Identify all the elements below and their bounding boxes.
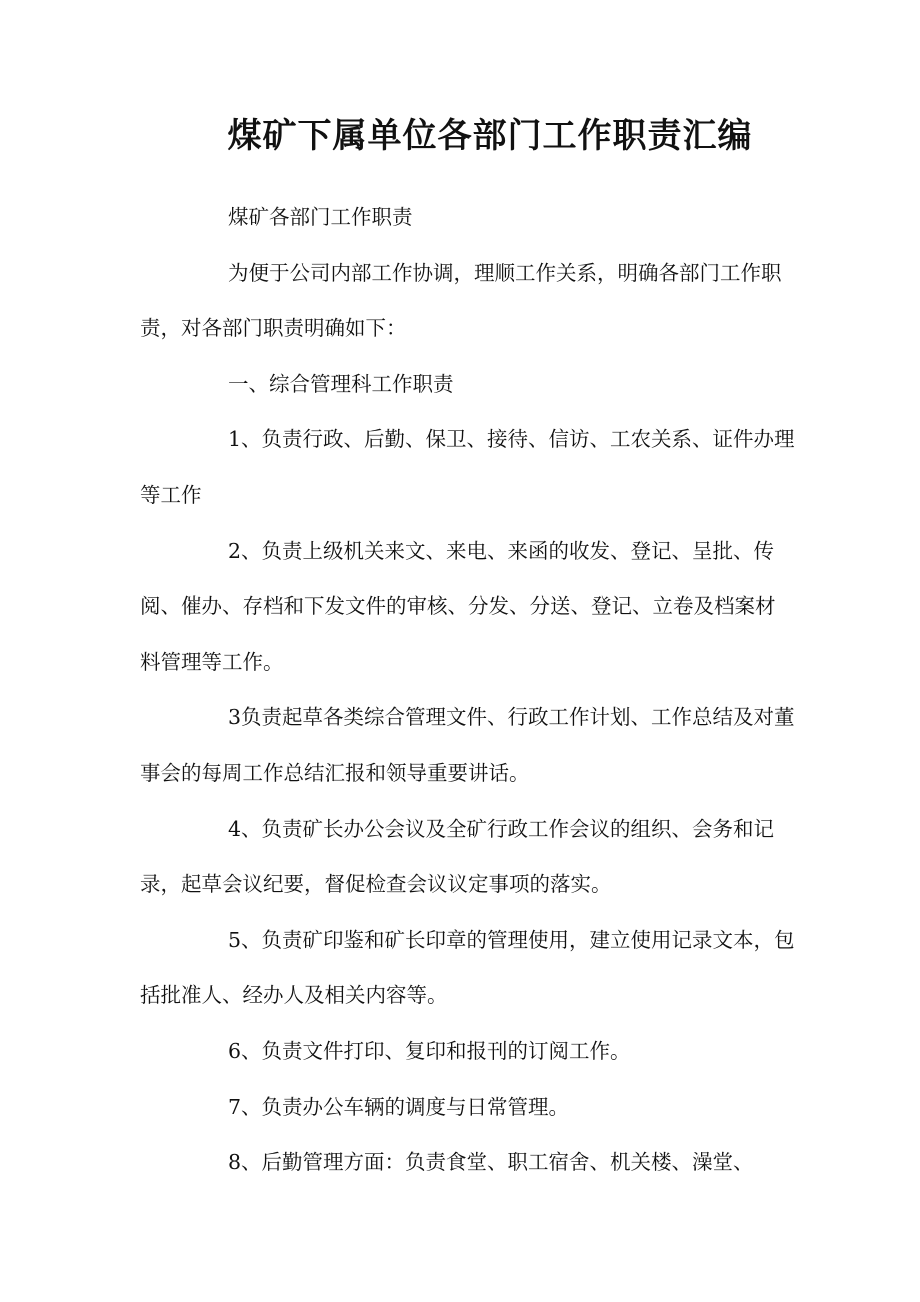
paragraph-item-4: 4、负责矿长办公会议及全矿行政工作会议的组织、会务和记录，起草会议纪要，督促检查会议议定事项的落实。 (140, 816, 775, 897)
paragraph-item-2: 2、负责上级机关来文、来电、来函的收发、登记、呈批、传阅、催办、存档和下发文件的审核、分发、分送、登记、立卷及档案材料管理等工作。 (140, 538, 776, 674)
document-title: 煤矿下属单位各部门工作职责汇编 (227, 116, 753, 156)
document-body (140, 190, 795, 1191)
paragraph-section-heading: 煤矿各部门工作职责 (228, 205, 413, 229)
paragraph-subsection-heading: 一、综合管理科工作职责 (228, 371, 454, 396)
paragraph-item-7: 7、负责办公车辆的调度与日常管理。 (228, 1094, 570, 1119)
paragraph-item-8: 8、后勤管理方面：负责食堂、职工宿舍、机关楼、澡堂、 (228, 1150, 754, 1175)
paragraph-item-3: 3负责起草各类综合管理文件、行政工作计划、工作总结及对董事会的每周工作总结汇报和领导重要讲话。 (140, 705, 795, 785)
paragraph-item-5: 5、负责矿印鉴和矿长印章的管理使用，建立使用记录文本，包括批准人、经办人及相关内容等。 (140, 927, 795, 1008)
paragraph-item-6: 6、负责文件打印、复印和报刊的订阅工作。 (228, 1038, 631, 1063)
paragraph-intro: 为便于公司内部工作协调，理顺工作关系，明确各部门工作职责，对各部门职责明确如下： (140, 260, 782, 341)
paragraph-item-1: 1、负责行政、后勤、保卫、接待、信访、工农关系、证件办理等工作 (140, 427, 795, 507)
